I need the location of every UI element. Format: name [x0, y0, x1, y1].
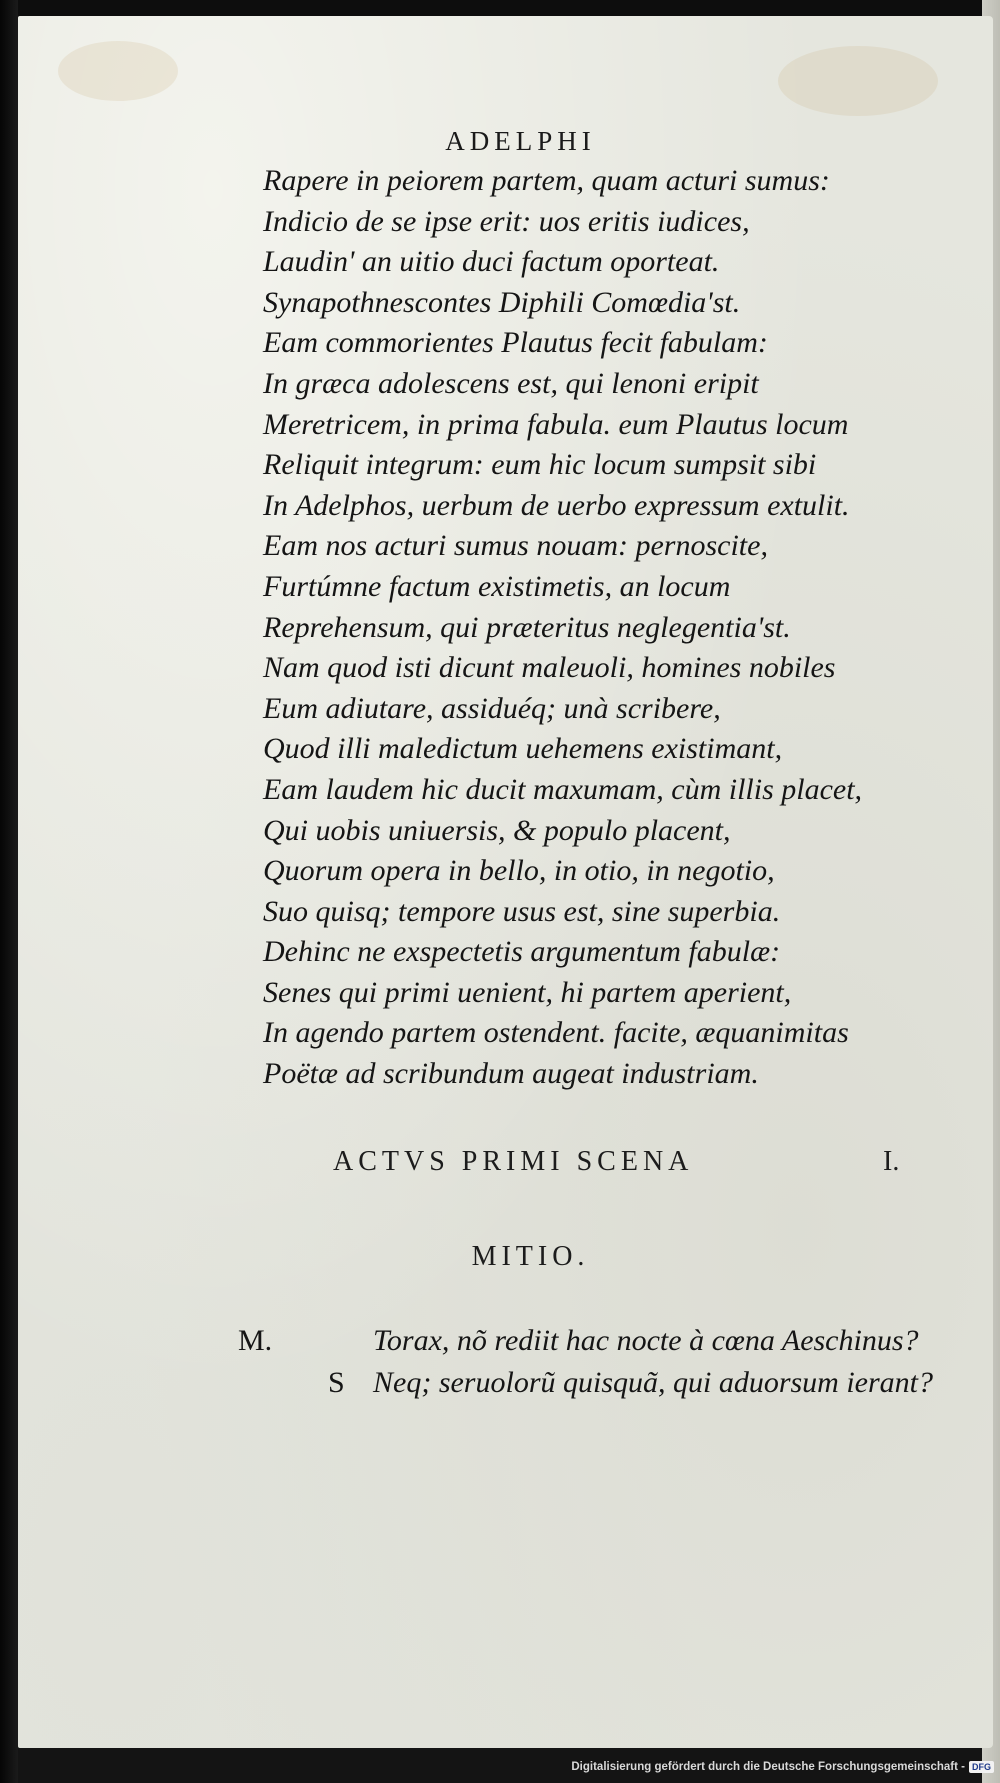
scan-left-border	[0, 0, 18, 1783]
scan-top-border	[0, 0, 1000, 16]
verse-line: Eam laudem hic ducit maxumam, cùm illis placet,	[263, 772, 863, 806]
verse-line: Furtúmne factum existimetis, an locum	[263, 569, 731, 603]
verse-line: Nam quod isti dicunt maleuoli, homines nobiles	[263, 651, 836, 685]
verse-block	[263, 161, 963, 1095]
running-header: ADELPHI	[445, 126, 596, 156]
verse-line: Quorum opera in bello, in otio, in negotio,	[263, 854, 775, 888]
act-heading	[333, 1146, 953, 1178]
verse-line: Poëtæ ad scribundum augeat industriam.	[263, 1057, 759, 1091]
verse-line: Suo quisq; tempore usus est, sine superbia.	[263, 894, 781, 928]
digitization-credit	[571, 1761, 994, 1773]
verse-line: Eum adiutare, assiduéq; unà scribere,	[263, 691, 721, 725]
verse-line: Reliquit integrum: eum hic locum sumpsit sibi	[263, 448, 817, 482]
page-stain	[778, 46, 938, 116]
dialogue-text: Torax, nõ rediit hac nocte à cœna Aeschinus?	[373, 1324, 919, 1357]
verse-line: Eam nos acturi sumus nouam: pernoscite,	[263, 529, 768, 563]
verse-line: Quod illi maledictum uehemens existimant,	[263, 732, 783, 766]
verse-line: Dehinc ne exspectetis argumentum fabulæ:	[263, 935, 781, 969]
verse-line: Eam commorientes Plautus fecit fabulam:	[263, 326, 768, 360]
verse-line: Meretricem, in prima fabula. eum Plautus locum	[263, 407, 849, 441]
act-number: I.	[883, 1146, 900, 1177]
verse-line: Qui uobis uniuersis, & populo placent,	[263, 813, 731, 847]
act-heading-text: ACTVS PRIMI SCENA	[333, 1146, 694, 1177]
verse-line: Senes qui primi uenient, hi partem aperient,	[263, 975, 792, 1009]
dialogue-line	[238, 1324, 978, 1368]
speaker-label: S	[328, 1366, 345, 1399]
dialogue-text: Neq; seruolorũ quisquã, qui aduorsum ierant?	[373, 1366, 934, 1399]
verse-line: In græca adolescens est, qui lenoni eripit	[263, 366, 759, 400]
verse-line: Rapere in peiorem partem, quam acturi sumus:	[263, 164, 830, 197]
book-page	[18, 16, 993, 1748]
verse-line: In Adelphos, uerbum de uerbo expressum extulit.	[263, 488, 850, 522]
page-stain	[58, 41, 178, 101]
verse-line: In agendo partem ostendent. facite, æquanimitas	[263, 1016, 849, 1050]
speaker-label: M.	[238, 1324, 273, 1357]
verse-line: Reprehensum, qui præteritus neglegentia'st.	[263, 610, 791, 644]
speaker-heading: MITIO.	[471, 1241, 590, 1272]
verse-line: Synapothnescontes Diphili Comœdia'st.	[263, 285, 741, 319]
verse-line: Indicio de se ipse erit: uos eritis iudices,	[263, 204, 750, 238]
verse-line: Laudin' an uitio duci factum oporteat.	[263, 245, 720, 279]
credit-text: Digitalisierung gefördert durch die Deutsche Forschungsgemeinschaft -	[571, 1761, 965, 1774]
dialogue-line	[238, 1366, 978, 1410]
dfg-logo: DFG	[969, 1761, 994, 1773]
